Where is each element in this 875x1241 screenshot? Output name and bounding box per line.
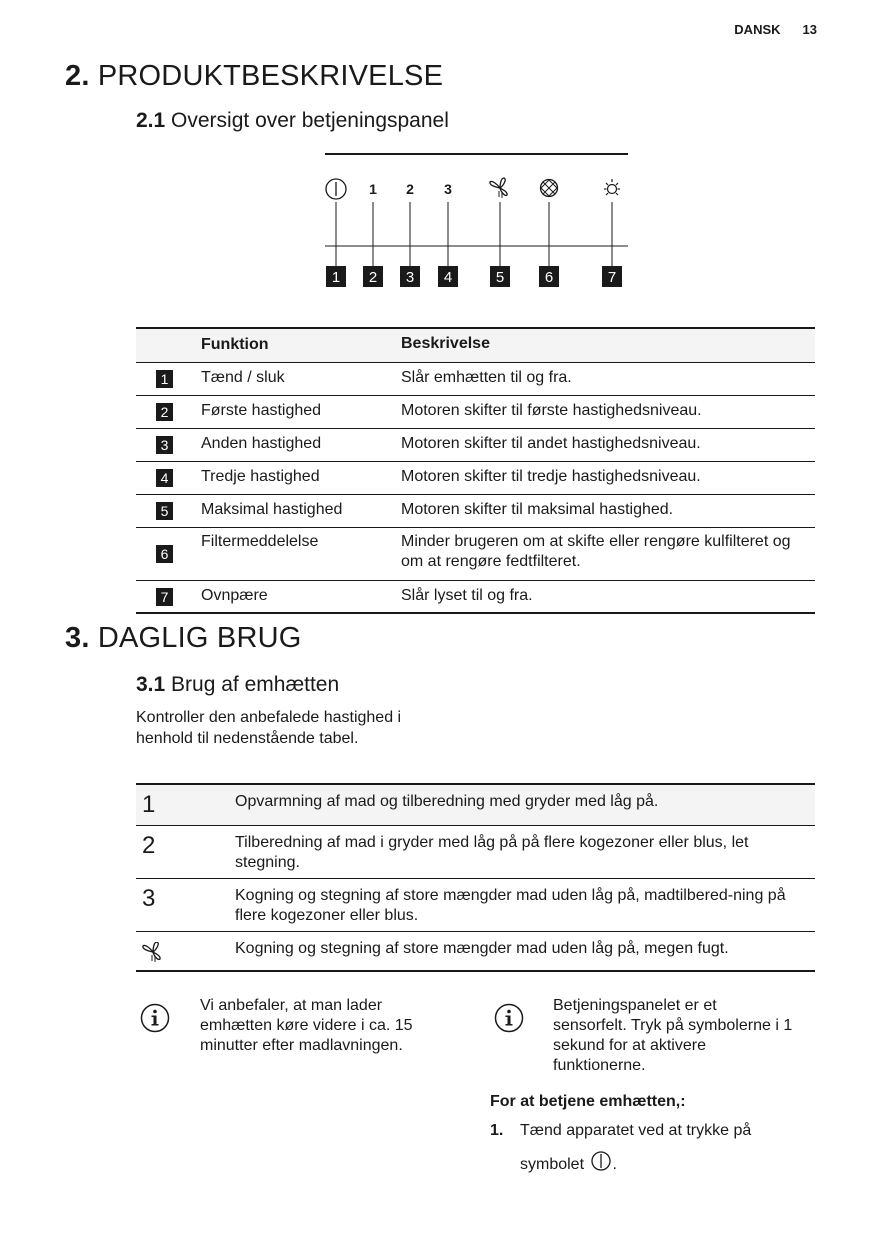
step-text-period: . — [612, 1156, 617, 1173]
section-number: 2. — [65, 60, 90, 92]
subsection-title: Oversigt over betjeningspanel — [171, 109, 449, 132]
info-note-right: Betjeningspanelet er et sensorfelt. Tryk på symbolerne i 1 sekund for at aktivere funktionerne. — [553, 997, 793, 1074]
section-number: 3. — [65, 622, 90, 654]
step-text-line-2 — [520, 1150, 617, 1175]
info-icon — [494, 1003, 524, 1033]
row-description: Slår lyset til og fra. — [401, 587, 533, 604]
panel-label-4: 4 — [443, 269, 453, 286]
speed-1-symbol: 1 — [369, 181, 377, 197]
power-icon — [590, 1150, 612, 1172]
leader-lines — [336, 202, 612, 267]
section-3-heading — [65, 622, 302, 655]
row-description: Motoren skifter til andet hastighedsniveau. — [401, 435, 701, 452]
page-number: 13 — [802, 22, 817, 37]
speed-2-symbol: 2 — [142, 832, 156, 859]
panel-label-7: 7 — [607, 269, 617, 286]
speed-1-symbol: 1 — [142, 791, 156, 818]
row-text: Kogning og stegning af store mængder mad uden låg på, madtilbered-ning på flere kogezoner eller blus. — [235, 887, 786, 924]
table-row — [136, 396, 815, 429]
panel-label-3: 3 — [405, 269, 415, 286]
row-description: Motoren skifter til tredje hastighedsniveau. — [401, 468, 701, 485]
table-row — [136, 363, 815, 396]
panel-label-1: 1 — [331, 269, 341, 286]
table-row — [136, 581, 815, 614]
row-function: Tredje hastighed — [201, 468, 320, 485]
section-title: PRODUKTBESKRIVELSE — [97, 60, 444, 92]
row-description: Motoren skifter til maksimal hastighed. — [401, 501, 674, 518]
intro-paragraph: Kontroller den anbefalede hastighed i henhold til nedenstående tabel. — [136, 709, 402, 747]
row-description: Slår emhætten til og fra. — [401, 369, 572, 386]
page-header — [734, 22, 817, 37]
row-function: Tænd / sluk — [201, 369, 285, 386]
speed-table — [136, 783, 815, 972]
row-description: Motoren skifter til første hastighedsniveau. — [401, 402, 702, 419]
row-number-badge: 1 — [156, 370, 173, 388]
table-row — [136, 785, 815, 826]
boost-fan-icon — [142, 942, 164, 962]
panel-label-5: 5 — [495, 269, 505, 286]
panel-labels — [326, 266, 622, 287]
row-function: Filtermeddelelse — [201, 533, 319, 550]
header-description: Beskrivelse — [401, 335, 490, 352]
table-row — [136, 932, 815, 972]
table-row — [136, 429, 815, 462]
row-function: Ovnpære — [201, 587, 268, 604]
control-panel-diagram — [320, 150, 632, 290]
language-label: DANSK — [734, 22, 781, 37]
panel-label-2: 2 — [368, 269, 378, 286]
step-text-line-1: Tænd apparatet ved at trykke på — [520, 1122, 752, 1139]
function-table — [136, 327, 815, 614]
speed-2-symbol: 2 — [406, 181, 414, 197]
section-title: DAGLIG BRUG — [97, 622, 302, 654]
row-function: Første hastighed — [201, 402, 322, 419]
row-number-badge: 7 — [156, 588, 173, 606]
boost-fan-icon — [490, 178, 507, 198]
row-number-badge: 5 — [156, 502, 173, 520]
panel-label-6: 6 — [544, 269, 554, 286]
row-description: Minder brugeren om at skifte eller rengøre kulfilteret og om at rengøre fedtfilteret. — [401, 533, 791, 570]
row-text: Tilberedning af mad i gryder med låg på på flere kogezoner eller blus, let stegning. — [235, 834, 749, 871]
row-number-badge: 4 — [156, 469, 173, 487]
table-row — [136, 826, 815, 879]
row-number-badge: 2 — [156, 403, 173, 421]
step-text-symbol-word: symbolet — [520, 1156, 585, 1173]
row-number-badge: 3 — [156, 436, 173, 454]
filter-icon — [541, 180, 558, 197]
speed-3-symbol: 3 — [444, 181, 452, 197]
subsection-number: 2.1 — [136, 109, 166, 132]
row-number-badge: 6 — [156, 545, 173, 563]
info-icon — [140, 1003, 170, 1033]
info-note-left: Vi anbefaler, at man lader emhætten køre videre i ca. 15 minutter efter madlavningen. — [200, 997, 413, 1054]
row-text: Opvarmning af mad og tilberedning med gryder med låg på. — [235, 793, 659, 810]
subsection-number: 3.1 — [136, 673, 166, 696]
section-2-heading — [65, 60, 443, 93]
table-row — [136, 879, 815, 932]
table-header-row — [136, 329, 815, 363]
table-row — [136, 528, 815, 581]
step-number: 1. — [490, 1122, 504, 1139]
subsection-2-1-heading — [136, 109, 449, 133]
subsection-3-1-heading — [136, 673, 339, 697]
instructions-heading: For at betjene emhætten,: — [490, 1093, 686, 1110]
power-icon — [326, 179, 346, 199]
row-function: Maksimal hastighed — [201, 501, 343, 518]
subsection-title: Brug af emhætten — [171, 673, 340, 696]
header-function: Funktion — [201, 336, 269, 353]
light-icon — [604, 179, 620, 195]
table-row — [136, 462, 815, 495]
table-row — [136, 495, 815, 528]
row-text: Kogning og stegning af store mængder mad uden låg på, megen fugt. — [235, 940, 729, 957]
row-function: Anden hastighed — [201, 435, 322, 452]
speed-3-symbol: 3 — [142, 885, 156, 912]
